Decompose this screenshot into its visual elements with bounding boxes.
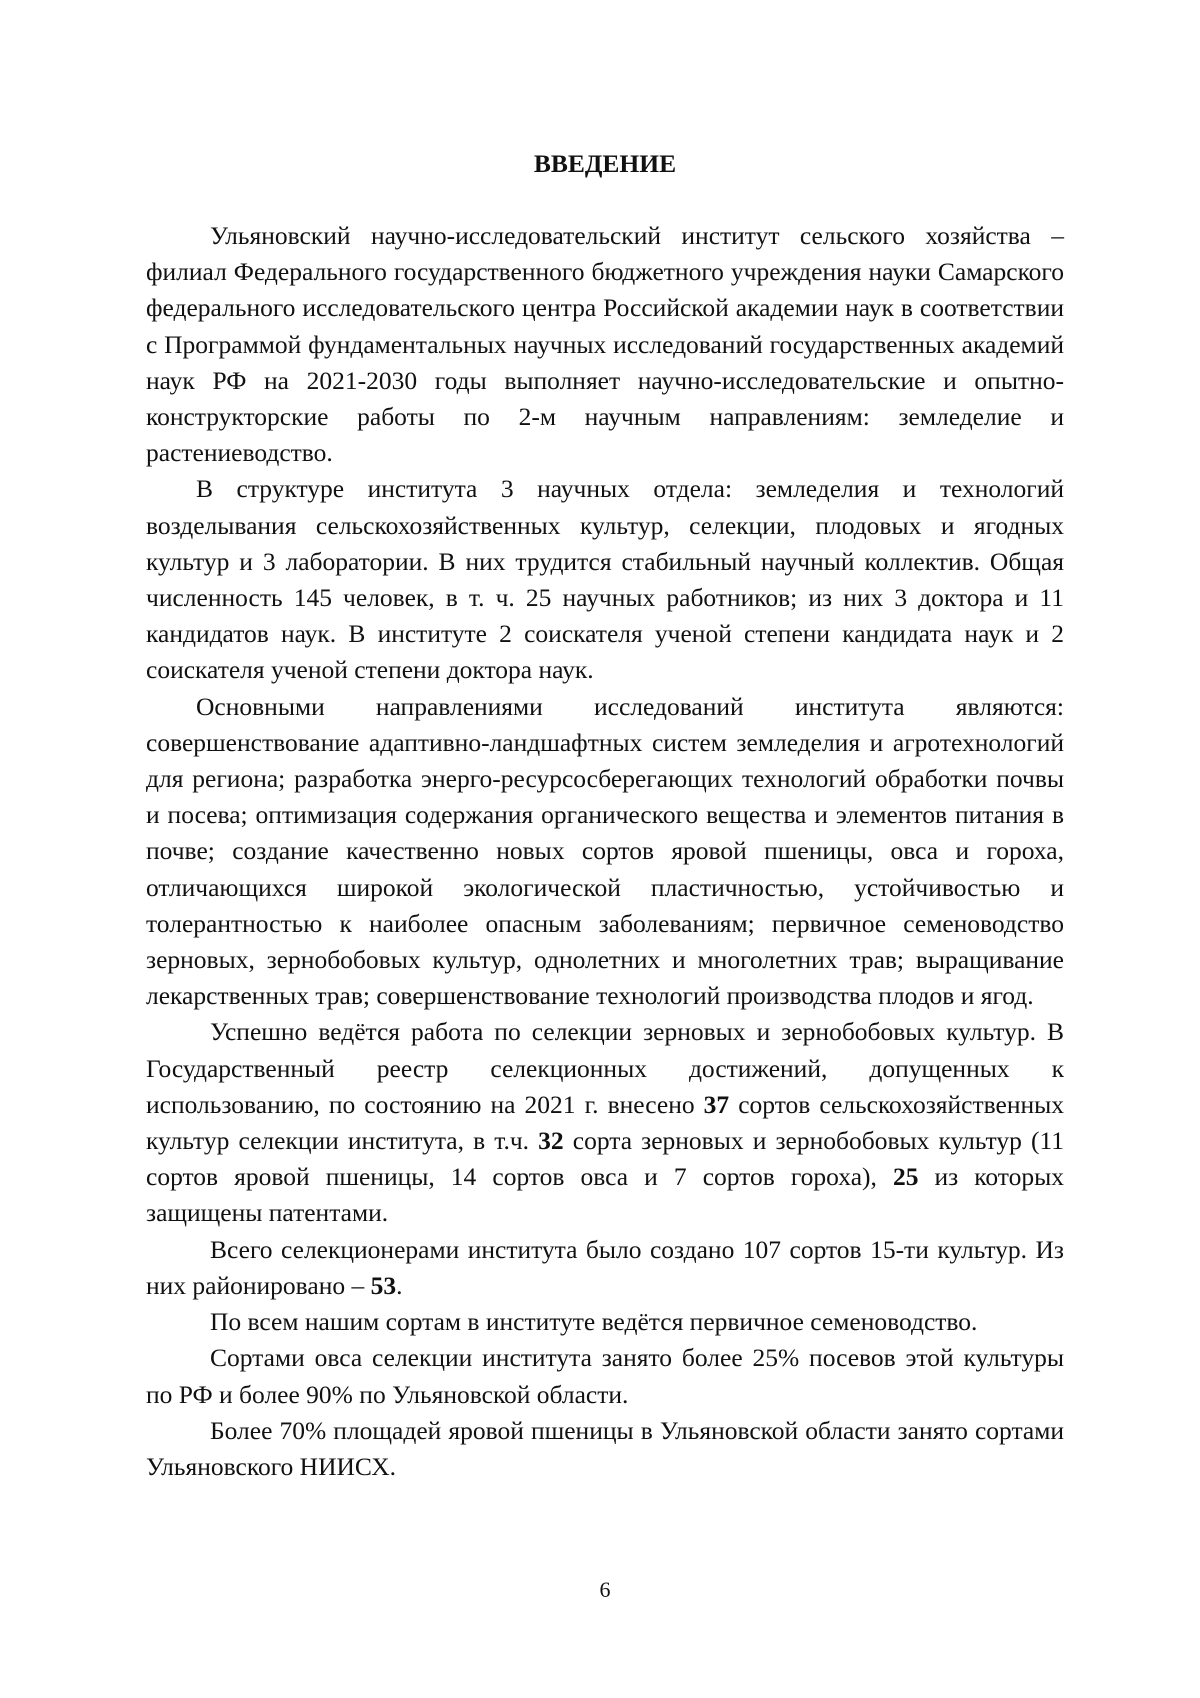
grain-varieties-count: 32: [538, 1126, 564, 1156]
body-text: [146, 218, 1064, 1485]
patented-varieties-count: 25: [892, 1162, 919, 1192]
paragraph-oat-share: Сортами овса селекции института занято более 25% посевов этой культуры по РФ и более 90% по Ульяновской области.: [146, 1343, 1064, 1409]
paragraph-breeding-part: сортов сельскохозяйственных культур селекции института, в т.ч.: [146, 1089, 1065, 1156]
paragraph-seed-production: По всем нашим сортам в институте ведётся первичное семеноводство.: [210, 1307, 978, 1337]
page-title: ВВЕДЕНИЕ: [533, 149, 677, 178]
paragraph-total-part: .: [396, 1270, 403, 1300]
paragraph-total-part: Всего селекционерами института было создано 107 сортов 15-ти культур. Из них районировано –: [146, 1234, 1064, 1300]
paragraph-institute-overview: Ульяновский научно-исследовательский институт сельского хозяйства – филиал Федерального государственного бюджетного учреждения науки Самарского федерального исследовательского центра Российской академии наук в соответствии с Программой фундаментальных научных исследований государственных академий наук РФ на 2021-2030 годы выполняет научно-исследовательские и опытно-конструкторские работы по 2-м научным направлениям: земледелие и растениеводство.: [146, 221, 1064, 468]
paragraph-research-directions: Основными направлениями исследований института являются: совершенствование адаптивно-ландшафтных систем земледелия и агротехнологий для региона; разработка энерго-ресурсосберегающих технологий обработки почвы и посева; оптимизация содержания органического вещества и элементов питания в почве; создание качественно новых сортов яровой пшеницы, овса и гороха, отличающихся широкой экологической пластичностью, устойчивостью и толерантностью к наиболее опасным заболеваниям; первичное семеноводство зерновых, зернобобовых культур, однолетних и многолетних трав; выращивание лекарственных трав; совершенствование технологий производства плодов и ягод.: [146, 691, 1064, 1011]
paragraph-breeding-part: Успешно ведётся работа по селекции зерновых и зернобобовых культур. В Государственный реестр селекционных достижений, допущенных к использованию, по состоянию на 2021 г. внесено: [146, 1017, 1064, 1119]
paragraph-breeding-part: сорта зерновых и зернобобовых культур (11 сортов яровой пшеницы, 14 сортов овса и 7 сортов гороха),: [146, 1126, 1064, 1192]
page-number: 6: [599, 1577, 611, 1602]
document-page: [146, 0, 1064, 1698]
paragraph-breeding: [146, 1014, 1064, 1231]
varieties-registered-count: 37: [703, 1089, 730, 1119]
zoned-varieties-count: 53: [370, 1270, 397, 1300]
paragraph-structure: В структуре института 3 научных отдела: земледелия и технологий возделывания сельскохозяйственных культур, селекции, плодовых и ягодных культур и 3 лаборатории. В них трудится стабильный научный коллектив. Общая численность 145 человек, в т. ч. 25 научных работников; из них 3 доктора и 11 кандидатов наук. В институте 2 соискателя ученой степени кандидата наук и 2 соискателя ученой степени доктора наук.: [146, 474, 1064, 685]
paragraph-total-varieties: [146, 1232, 1064, 1304]
paragraph-wheat-share: Более 70% площадей яровой пшеницы в Ульяновской области занято сортами Ульяновского НИИСХ.: [146, 1415, 1064, 1481]
paragraph-breeding-part: из которых защищены патентами.: [146, 1162, 1064, 1228]
